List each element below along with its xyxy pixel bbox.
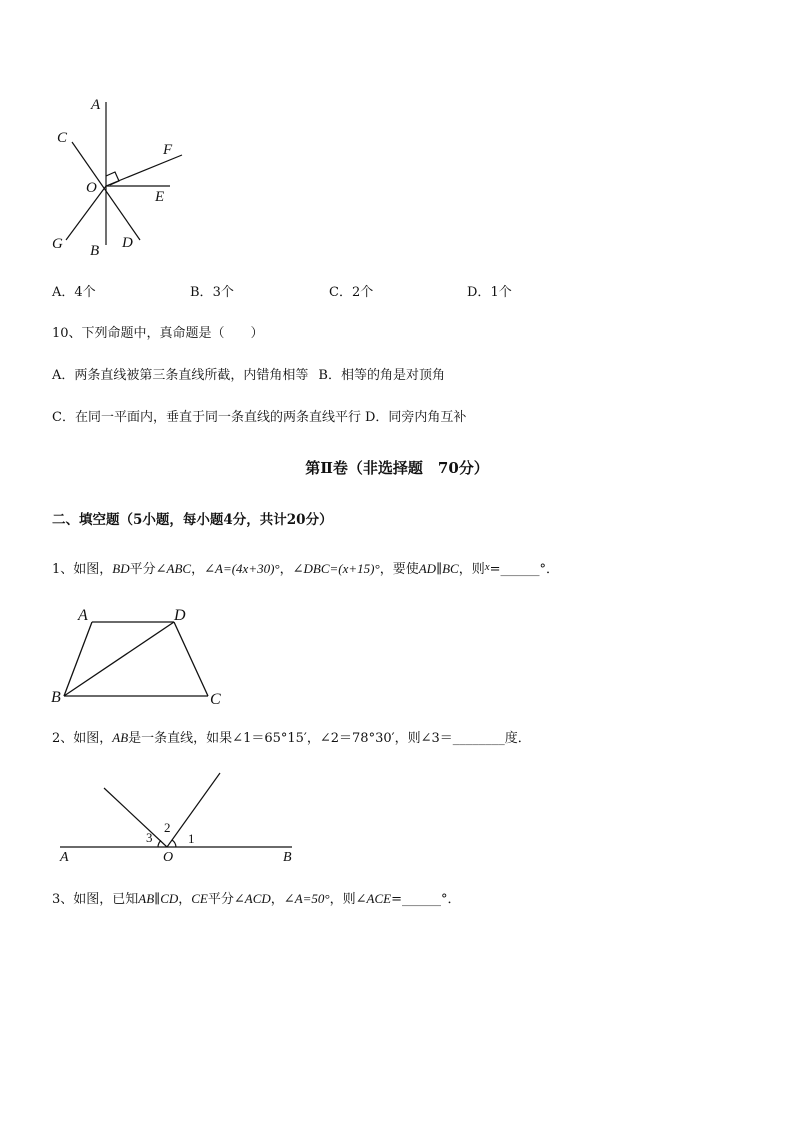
q9-option-c: C．2个 xyxy=(329,285,374,300)
label-o: O xyxy=(163,850,174,865)
label-d: D xyxy=(174,607,186,624)
label-c: C xyxy=(210,691,221,708)
label-a: A xyxy=(60,850,69,865)
fill-question-1: 1、如图，BD平分∠ABC，∠A=(4x+30)°，∠DBC=(x+15)°，要使AD∥BC，则$^x$=______°． xyxy=(52,561,560,577)
q9-option-a: A．4个 xyxy=(52,285,96,300)
label-b: B xyxy=(283,850,292,865)
ray-left xyxy=(104,788,167,847)
angle-label-3: 3 xyxy=(146,830,153,845)
label-o: O xyxy=(86,180,97,196)
label-b: B xyxy=(51,689,61,706)
fill-question-3: 3、如图，已知AB∥CD，CE平分∠ACD，∠A=50°，则∠ACE=______°． xyxy=(52,891,461,907)
angle-arc-3 xyxy=(158,841,161,848)
angle-label-1: 1 xyxy=(188,831,195,846)
fill-question-2: 2、如图，AB是一条直线，如果∠1＝65°15′，∠2＝78°30′，则∠3＝________度． xyxy=(52,730,531,746)
label-f: F xyxy=(163,142,173,158)
label-a: A xyxy=(91,97,101,113)
label-d: D xyxy=(122,235,133,251)
label-g: G xyxy=(52,236,63,252)
segment-bd xyxy=(64,622,174,696)
angle-label-2: 2 xyxy=(164,820,171,835)
label-a: A xyxy=(78,607,88,624)
q9-option-b: B．3个 xyxy=(190,285,234,300)
q10-options-row1 xyxy=(52,367,445,385)
figure-lines-through-o xyxy=(40,90,200,265)
angle-arc-1 xyxy=(172,840,176,847)
label-c: C xyxy=(57,130,68,146)
q10-option-c: C．在同一平面内，垂直于同一条直线的两条直线平行 xyxy=(52,410,361,425)
q9-option-d: D．1个 xyxy=(467,285,512,300)
segment-ab xyxy=(64,622,92,696)
q10-stem: 10、下列命题中，真命题是（ ） xyxy=(52,326,264,341)
q10-option-b: B．相等的角是对顶角 xyxy=(318,368,445,383)
label-e: E xyxy=(155,189,165,205)
section-title: 二、填空题（5小题，每小题4分，共计20分） xyxy=(52,512,333,528)
q10-options-row2 xyxy=(52,409,466,427)
q10-option-d: D．同旁内角互补 xyxy=(364,410,467,425)
part2-title: 第Ⅱ卷（非选择题 70分） xyxy=(305,459,489,477)
figure-trapezoid xyxy=(48,603,238,709)
q10-option-a: A．两条直线被第三条直线所截，内错角相等 xyxy=(52,368,309,383)
figure-angles-on-line xyxy=(52,768,302,866)
label-b: B xyxy=(90,243,100,259)
segment-dc xyxy=(174,622,208,696)
